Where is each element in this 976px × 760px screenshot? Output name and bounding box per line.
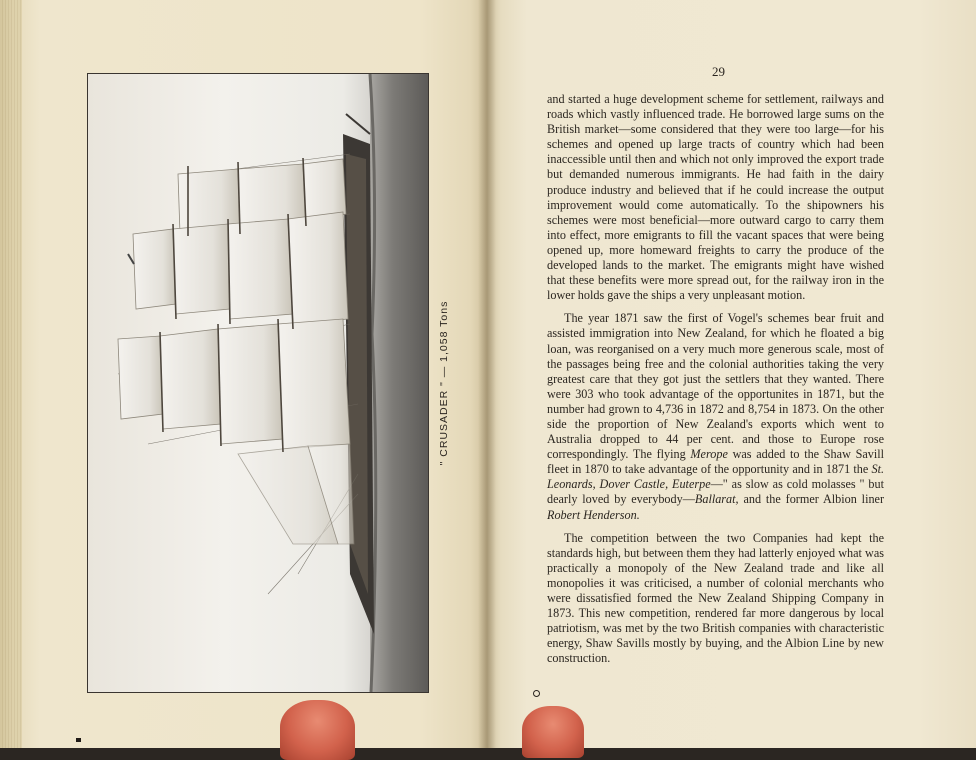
sailing-ship-picture bbox=[88, 74, 428, 692]
body-text bbox=[547, 92, 884, 674]
ship-name-merope: Merope bbox=[690, 447, 728, 462]
paragraph-2-text-3: —" as slow as cold molasses " but dearly loved by everybody— bbox=[547, 477, 885, 507]
page-number: 29 bbox=[712, 64, 725, 79]
ship-name-robert-henderson: Robert Henderson. bbox=[547, 507, 640, 522]
ship-names-st-leonards-dover-castle-euterpe: St. Leonards, Dover Castle, Euterpe bbox=[547, 462, 885, 492]
illustration-caption: " CRUSADER " — 1,058 Tons bbox=[438, 300, 450, 466]
thumb-right bbox=[522, 706, 584, 758]
page-edges bbox=[0, 0, 22, 748]
book-gutter bbox=[478, 0, 496, 748]
thumb-left bbox=[280, 700, 355, 760]
ship-name-ballarat: Ballarat, bbox=[694, 492, 739, 507]
left-page bbox=[0, 0, 487, 748]
ship-illustration bbox=[87, 73, 429, 693]
paragraph-2 bbox=[547, 311, 884, 522]
edge-mark bbox=[76, 738, 81, 742]
paragraph-2-text-4: and the former Albion liner bbox=[743, 492, 885, 507]
paragraph-3: The competition between the two Companies had kept the standards high, but between them they had latterly enjoyed what was practically a monopoly of the New Zealand trade and like all monopolies it was criticised, a number of colonial merchants who were dissatisfied formed the New Zealand Shipping Company in 1873. This new competition, rendered far more dangerous by local patriotism, was met by the two British companies with characteristic energy, Shaw Savills mostly by buying, and the Albion Line by new construction. bbox=[547, 530, 884, 666]
paragraph-1: and started a huge development scheme for settlement, railways and roads which vastly influenced trade. He borrowed large sums on the British market—some considered that they were too large—for his schemes and opened up large tracts of country which had been inaccessible until then and which not only improved the export trade but demanded numerous immigrants. He had faith in the dairy produce industry and believed that if he could increase the output improvement would come automatically. To the shipowners his schemes were most beneficial—more outward cargo to carry them into effect, more emigrants to fill the vacant spaces that were being opened up, more homeward freights to carry the produce of the developed lands to the market. The emigrants might have wished that these benefits were more spread out, for the railway iron in the lower holds gave the ships a very unpleasant motion. bbox=[547, 92, 884, 303]
circle-mark bbox=[533, 690, 540, 697]
paragraph-2-text-2: was added to the Shaw Savill fleet in 1870 to take advantage of the opportunity and in 1871 the bbox=[547, 447, 885, 477]
paragraph-2-text-1: The year 1871 saw the first of Vogel's schemes bear fruit and assisted immigration into New Zealand, for which he floated a big loan, was reorganised on a very much more generous scale, most of the passages being free and the colonial authorities taking the very greatest care that they got just the settlers that they wanted. There were 303 who took advantage of the opportunites in 1871, but the number had grown to 4,736 in 1872 and 8,754 in 1873. On the other side the proportion of New Zealand's exports which went to Australia dropped to 44 per cent. and those to Europe rose correspondingly. The flying bbox=[547, 311, 884, 462]
